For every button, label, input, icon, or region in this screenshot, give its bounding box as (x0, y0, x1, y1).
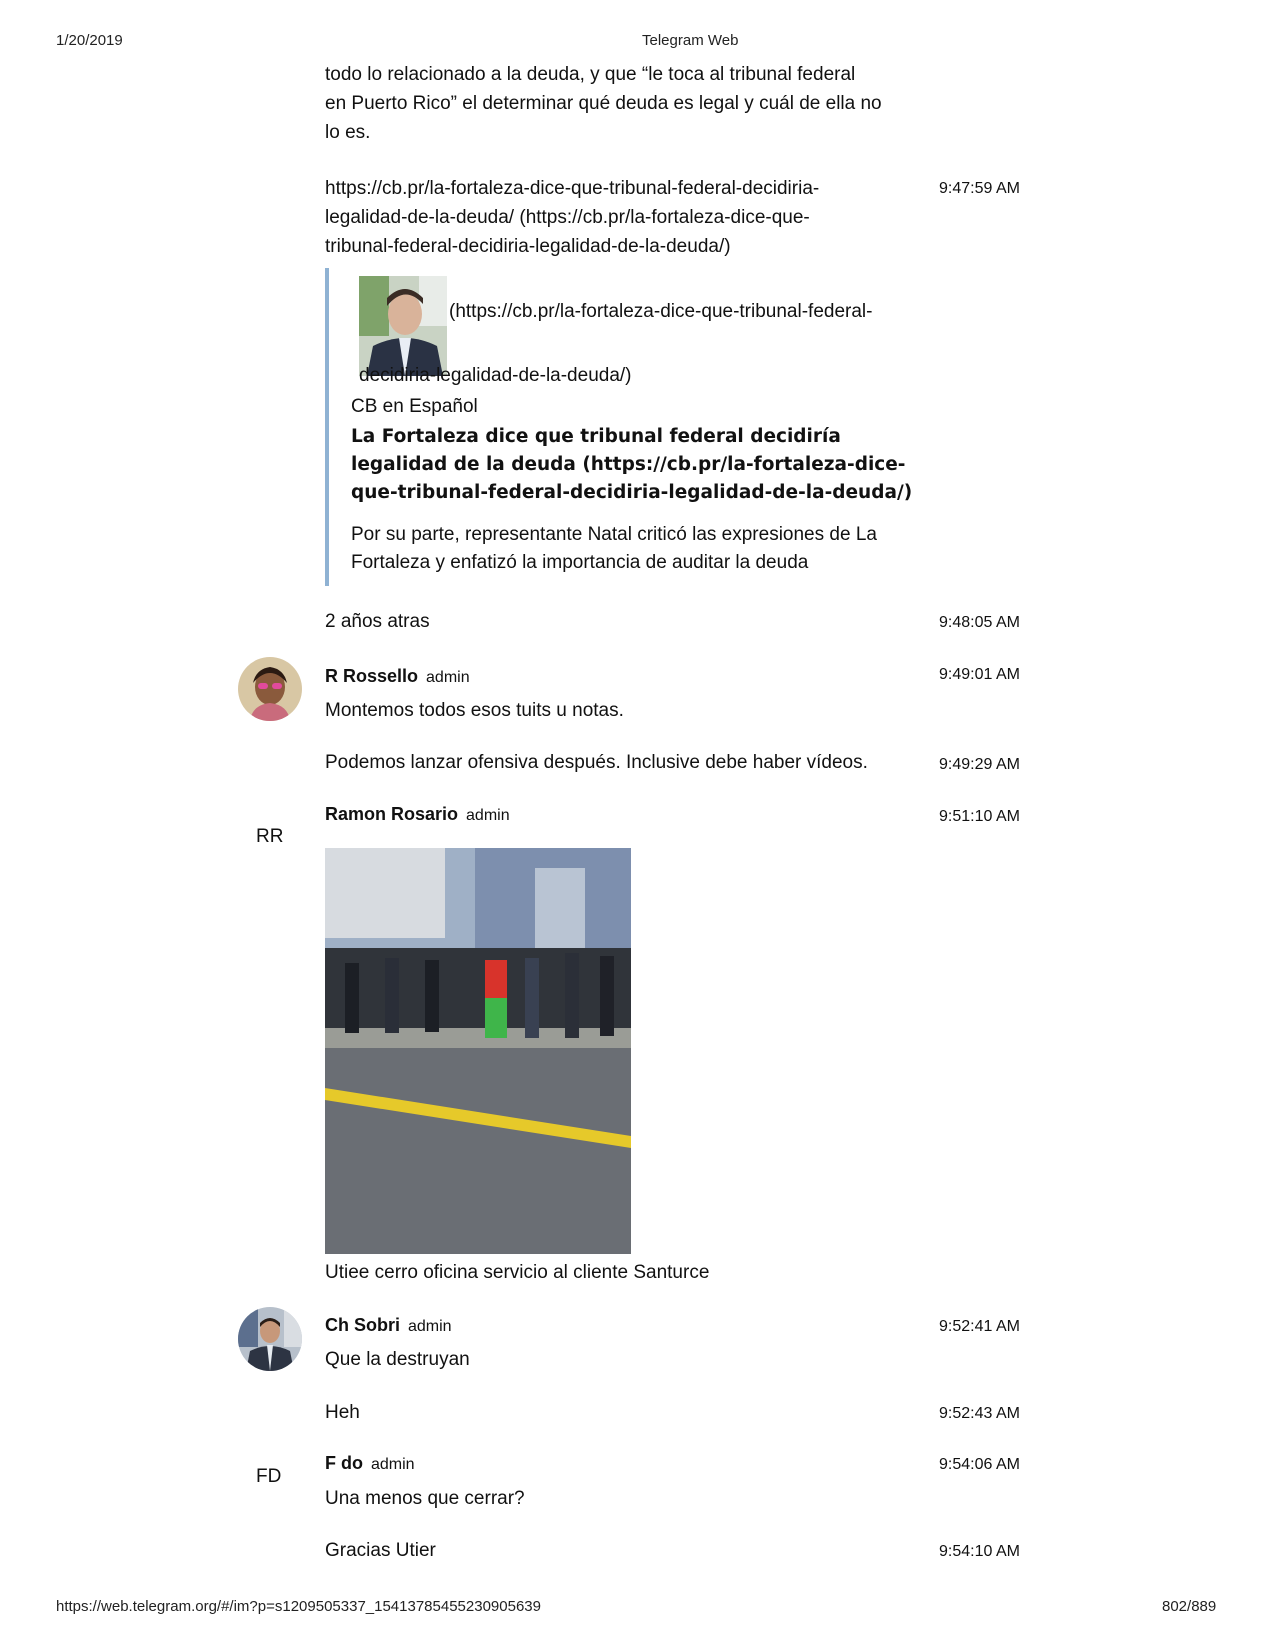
preview-link[interactable]: (https://cb.pr/la-fortaleza-dice-que-tribunal-federal- (449, 301, 873, 322)
avatar-initials[interactable]: RR (256, 826, 284, 847)
preview-description-line: Por su parte, representante Natal criticó las expresiones de La (351, 524, 877, 545)
message-text: 2 años atras (325, 611, 430, 632)
message-line[interactable]: tribunal-federal-decidiria-legalidad-de-la-deuda/) (325, 236, 731, 257)
message-text: Una menos que cerrar? (325, 1488, 525, 1509)
message-time: 9:54:10 AM (939, 1543, 1020, 1560)
person-photo-icon (238, 1307, 302, 1371)
message-line: lo es. (325, 122, 371, 143)
author-name[interactable]: Ramon Rosario (325, 804, 459, 824)
message-author[interactable] (325, 1453, 415, 1474)
message-author[interactable] (325, 666, 470, 687)
link-preview[interactable] (325, 268, 929, 586)
preview-title-line[interactable]: que-tribunal-federal-decidiria-legalidad-de-la-deuda/) (351, 482, 913, 503)
message-text (325, 60, 882, 147)
page-title: Telegram Web (642, 32, 739, 49)
preview-thumbnail[interactable] (359, 276, 447, 376)
message-link[interactable] (325, 174, 819, 261)
message-author[interactable] (325, 1315, 452, 1336)
avatar[interactable] (238, 657, 302, 721)
message-line: en Puerto Rico” el determinar qué deuda es legal y cuál de ella no (325, 93, 882, 114)
page-url: https://web.telegram.org/#/im?p=s1209505337_15413785455230905639 (56, 1598, 541, 1615)
message-time: 9:49:01 AM (939, 666, 1020, 683)
page-number: 802/889 (1162, 1598, 1217, 1615)
avatar[interactable] (238, 1307, 302, 1371)
admin-badge: admin (408, 1318, 452, 1335)
preview-title-line[interactable]: La Fortaleza dice que tribunal federal decidiría (351, 426, 841, 447)
message-time: 9:54:06 AM (939, 1456, 1020, 1473)
preview-site: CB en Español (351, 396, 478, 417)
message-text: Montemos todos esos tuits u notas. (325, 700, 624, 721)
preview-title[interactable] (351, 423, 912, 507)
author-name[interactable]: F do (325, 1453, 363, 1473)
message-line[interactable]: legalidad-de-la-deuda/ (https://cb.pr/la-fortaleza-dice-que- (325, 207, 810, 228)
message-time: 9:51:10 AM (939, 808, 1020, 825)
preview-description-line: Fortaleza y enfatizó la importancia de auditar la deuda (351, 552, 809, 573)
street-photo-icon (325, 848, 631, 1254)
message-author[interactable] (325, 804, 510, 825)
message-time: 9:49:29 AM (939, 756, 1020, 773)
message-time: 9:52:43 AM (939, 1405, 1020, 1422)
child-photo-icon (238, 657, 302, 721)
admin-badge: admin (466, 807, 510, 824)
message-time: 9:52:41 AM (939, 1318, 1020, 1335)
message-text: Heh (325, 1402, 360, 1423)
person-photo-icon (359, 276, 447, 376)
message-text: Que la destruyan (325, 1349, 470, 1370)
message-photo[interactable] (325, 848, 631, 1254)
photo-caption: Utiee cerro oficina servicio al cliente Santurce (325, 1262, 710, 1283)
author-name[interactable]: Ch Sobri (325, 1315, 400, 1335)
message-time: 9:47:59 AM (939, 180, 1020, 197)
message-time: 9:48:05 AM (939, 614, 1020, 631)
message-text: Podemos lanzar ofensiva después. Inclusive debe haber vídeos. (325, 752, 868, 773)
print-date: 1/20/2019 (56, 32, 123, 49)
message-text: Gracias Utier (325, 1540, 436, 1561)
author-name[interactable]: R Rossello (325, 666, 419, 686)
preview-link[interactable]: decidiria-legalidad-de-la-deuda/) (359, 365, 632, 386)
admin-badge: admin (371, 1456, 415, 1473)
preview-title-line[interactable]: legalidad de la deuda (https://cb.pr/la-fortaleza-dice- (351, 454, 906, 475)
preview-description (351, 521, 877, 577)
message-line[interactable]: https://cb.pr/la-fortaleza-dice-que-tribunal-federal-decidiria- (325, 178, 820, 199)
admin-badge: admin (426, 669, 470, 686)
avatar-initials[interactable]: FD (256, 1466, 282, 1487)
message-line: todo lo relacionado a la deuda, y que “le toca al tribunal federal (325, 64, 856, 85)
